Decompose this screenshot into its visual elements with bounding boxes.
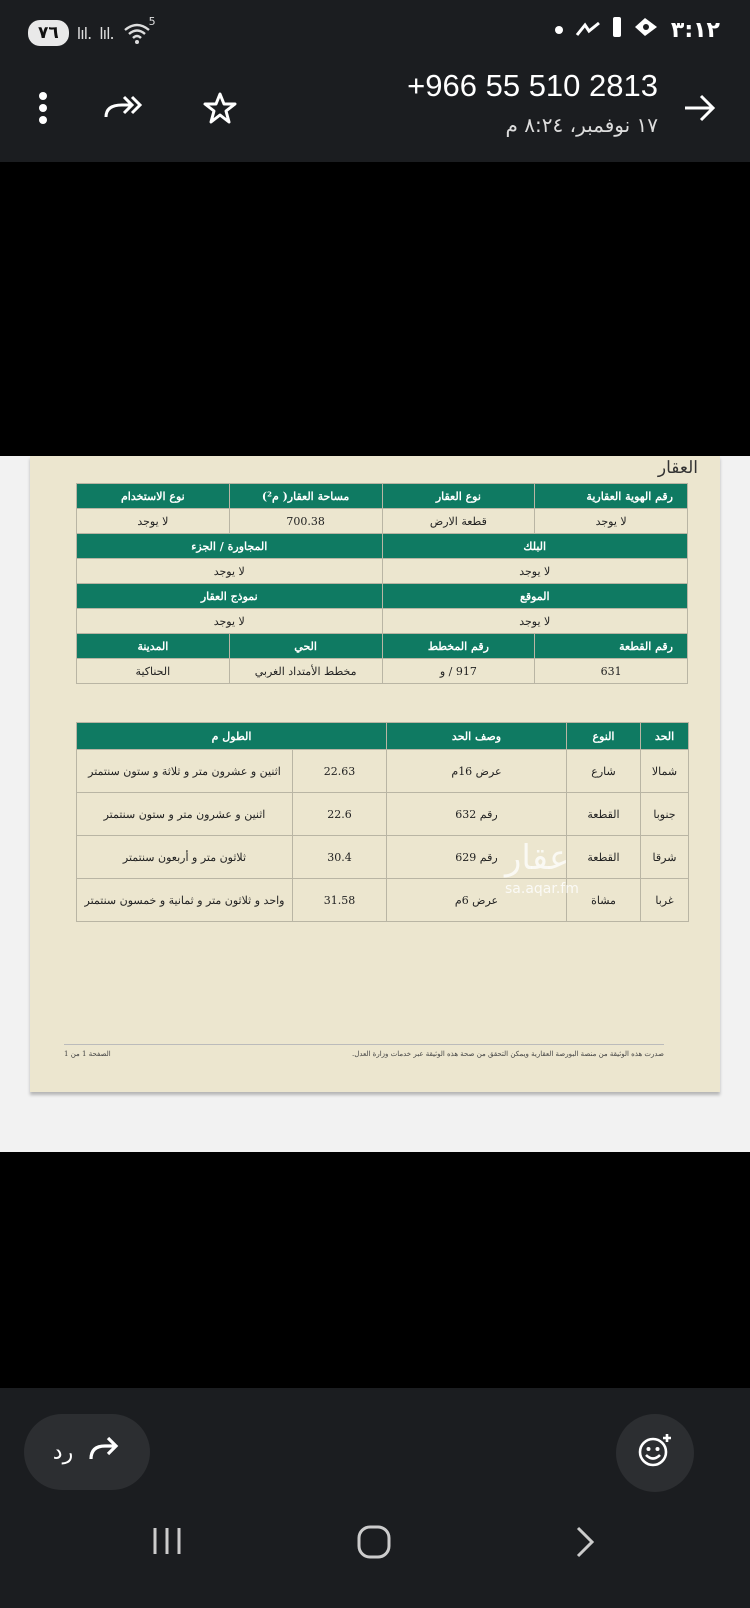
- boundary-length-words: اثنين و عشرون متر و ثلاثة و ستون سنتمتر: [77, 750, 293, 793]
- boundary-desc: رقم 629: [387, 836, 567, 879]
- header-plan-number: رقم المخطط: [382, 634, 535, 659]
- header-boundary-desc: وصف الحد: [387, 723, 567, 750]
- header-length: الطول م: [77, 723, 387, 750]
- clock: ٣:١٢: [670, 17, 720, 43]
- watermark-logo: عقار: [505, 838, 570, 878]
- more-options-icon[interactable]: [28, 88, 58, 128]
- header-location: الموقع: [382, 584, 688, 609]
- value-neighborhood-part: لا يوجد: [77, 559, 383, 584]
- boundary-desc: عرض 6م: [387, 879, 567, 922]
- header-usage-type: نوع الاستخدام: [77, 484, 230, 509]
- boundary-desc: عرض 16م: [387, 750, 567, 793]
- status-bar: [0, 0, 750, 68]
- document-footer: [64, 1044, 664, 1058]
- document-section-title: العقار: [657, 458, 698, 478]
- table-row: [77, 879, 689, 922]
- property-info-table: [76, 483, 688, 684]
- reply-label: رد: [52, 1439, 74, 1465]
- header-property-area: مساحة العقار( م²): [229, 484, 382, 509]
- value-property-model: لا يوجد: [77, 609, 383, 634]
- value-property-area: 700.38: [229, 509, 382, 534]
- bottom-action-bar: [0, 1388, 750, 1608]
- reply-button[interactable]: [24, 1414, 150, 1490]
- system-nav-bar: [0, 1504, 750, 1584]
- boundary-type: شارع: [567, 750, 641, 793]
- boundary-side: غربا: [641, 879, 689, 922]
- header-district: الحي: [229, 634, 382, 659]
- header-property-id: رقم الهوية العقارية: [535, 484, 688, 509]
- notification-dot: [555, 26, 563, 34]
- status-left: [28, 15, 156, 46]
- boundary-side: شرقا: [641, 836, 689, 879]
- boundaries-table: [76, 722, 689, 922]
- value-location: لا يوجد: [382, 609, 688, 634]
- boundary-length: 22.63: [293, 750, 387, 793]
- boundary-length-words: اثنين و عشرون متر و ستون سنتمتر: [77, 793, 293, 836]
- boundary-type: القطعة: [567, 836, 641, 879]
- battery-indicator: ٧٦: [28, 20, 69, 46]
- value-city: الحناكية: [77, 659, 230, 684]
- add-reaction-button[interactable]: [616, 1414, 694, 1492]
- watermark-url: sa.aqar.fm: [505, 881, 579, 897]
- back-arrow-icon[interactable]: [680, 88, 720, 128]
- signal-icon-2: lıl.: [99, 23, 114, 43]
- reply-arrow-icon: [87, 1435, 121, 1469]
- add-emoji-icon: [635, 1431, 675, 1475]
- header-neighborhood-part: المجاورة / الجزء: [77, 534, 383, 559]
- signal-icon: lıl.: [76, 23, 92, 43]
- navigation-app-icon: [633, 16, 659, 44]
- boundary-type: القطعة: [567, 793, 641, 836]
- value-property-id: لا يوجد: [535, 509, 688, 534]
- table-row: [77, 836, 689, 879]
- boundary-side: جنوبا: [641, 793, 689, 836]
- table-row: [77, 793, 689, 836]
- boundary-type: مشاة: [567, 879, 641, 922]
- forward-icon[interactable]: [100, 88, 148, 128]
- value-plot-number: 631: [535, 659, 688, 684]
- value-district: مخطط الأمتداد الغربي: [229, 659, 382, 684]
- boundary-length: 31.58: [293, 879, 387, 922]
- status-right: [555, 16, 720, 44]
- value-usage-type: لا يوجد: [77, 509, 230, 534]
- header-boundary: الحد: [641, 723, 689, 750]
- table-row: [77, 750, 689, 793]
- boundary-length-words: واحد و ثلاثون متر و ثمانية و خمسون سنتمتر: [77, 879, 293, 922]
- recent-apps-icon[interactable]: [150, 1524, 184, 1562]
- header-city: المدينة: [77, 634, 230, 659]
- footer-note: صدرت هذه الوثيقة من منصة البورصة العقارية ويمكن التحقق من صحة هذه الوثيقة عبر خدمات وزارة العدل.: [352, 1050, 664, 1058]
- boundary-side: شمالا: [641, 750, 689, 793]
- app-notif-icon: [575, 18, 601, 43]
- wifi-icon: [122, 15, 156, 45]
- boundary-length: 22.6: [293, 793, 387, 836]
- header-plot-number: رقم القطعة: [535, 634, 688, 659]
- value-plan-number: 917 / و: [382, 659, 535, 684]
- boundary-length: 30.4: [293, 836, 387, 879]
- boundary-length-words: ثلاثون متر و أربعون سنتمتر: [77, 836, 293, 879]
- boundary-desc: رقم 632: [387, 793, 567, 836]
- header-block: البلك: [382, 534, 688, 559]
- header-boundary-type: النوع: [567, 723, 641, 750]
- header-property-model: نموذج العقار: [77, 584, 383, 609]
- value-property-type: قطعة الارض: [382, 509, 535, 534]
- page-label: الصفحة 1 من 1: [64, 1050, 111, 1058]
- contact-phone: +966 55 510 2813: [407, 68, 658, 103]
- home-icon[interactable]: [356, 1524, 392, 1564]
- value-block: لا يوجد: [382, 559, 688, 584]
- back-nav-icon[interactable]: [570, 1524, 600, 1564]
- message-date: ١٧ نوفمبر، ٨:٢٤ م: [505, 113, 658, 137]
- battery-small-icon: [613, 17, 621, 43]
- star-icon[interactable]: [200, 88, 240, 128]
- header-property-type: نوع العقار: [382, 484, 535, 509]
- wifi-band-label: 5: [148, 15, 156, 28]
- viewer-top-bar: [0, 68, 750, 162]
